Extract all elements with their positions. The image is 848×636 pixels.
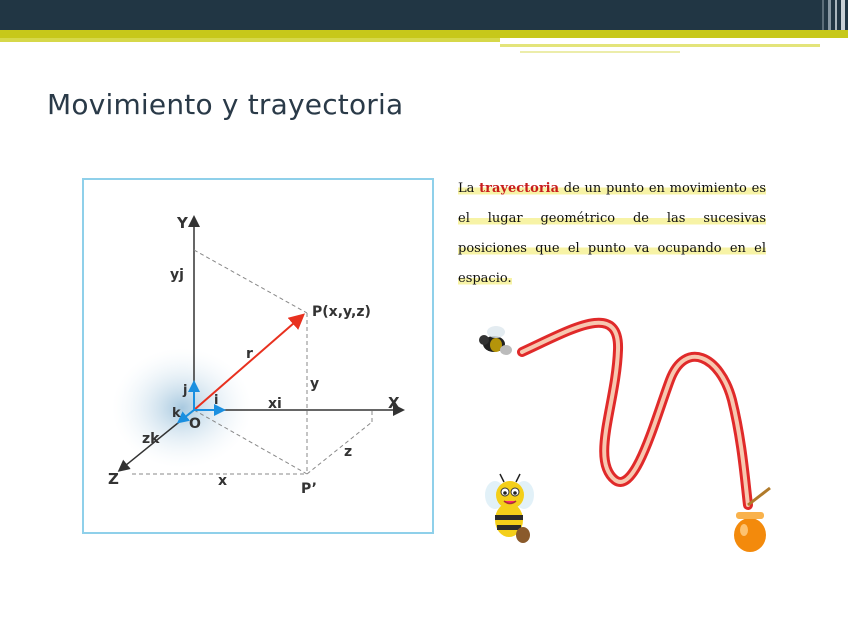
yj-label: yj	[170, 267, 184, 283]
axis-y-label: Y	[177, 214, 188, 232]
header-stripes-decoration	[818, 0, 848, 30]
k-label: k	[172, 406, 181, 421]
zk-label: zk	[142, 431, 160, 447]
i-label: i	[214, 393, 219, 408]
z-distance-label: z	[344, 444, 353, 460]
flying-bee-icon	[479, 326, 512, 355]
origin-label: O	[189, 416, 201, 432]
j-label: j	[183, 383, 188, 398]
axis-x-label: X	[388, 394, 400, 412]
accent-band-faint	[520, 51, 680, 53]
diagram-frame	[83, 179, 433, 533]
slide-title: Movimiento y trayectoria	[47, 88, 404, 121]
xi-label: xi	[268, 396, 282, 412]
cartoon-bee-icon	[485, 474, 534, 543]
trajectory-path	[522, 323, 748, 505]
accent-band	[0, 30, 848, 38]
point-p-label: P(x,y,z)	[312, 304, 371, 320]
keyword-trayectoria: trayectoria	[479, 181, 560, 196]
accent-band-light	[500, 44, 820, 47]
origin-shading	[112, 348, 252, 468]
point-p-prime-label: P’	[301, 481, 317, 497]
axis-z-label: Z	[108, 470, 119, 488]
coordinate-diagram	[82, 178, 434, 534]
x-distance-label: x	[218, 473, 228, 489]
accent-band-thin	[0, 38, 500, 42]
header-bar	[0, 0, 848, 30]
paragraph-rest: de un punto en movimiento es el lugar geométrico de las sucesivas posiciones que el punto va ocupando en el espacio.	[458, 181, 766, 286]
definition-paragraph	[458, 174, 766, 294]
y-distance-label: y	[310, 376, 320, 392]
r-label: r	[246, 346, 253, 362]
bee-trajectory-illustration	[470, 310, 790, 560]
paragraph-lead: La	[458, 181, 475, 196]
